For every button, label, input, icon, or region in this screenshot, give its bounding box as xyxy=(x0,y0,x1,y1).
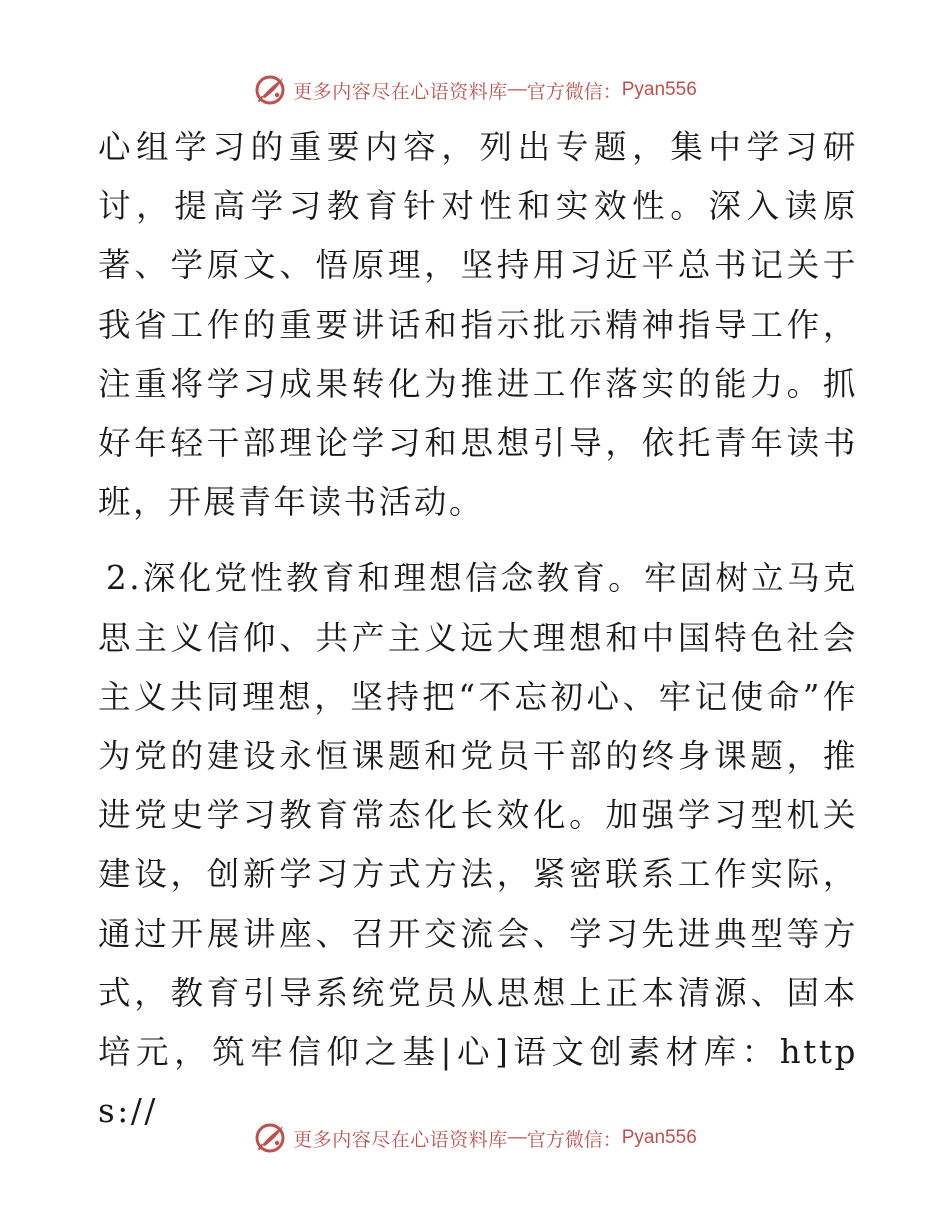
separator: — xyxy=(507,1127,527,1148)
official-label: 官方微信： xyxy=(526,1128,622,1151)
header-banner xyxy=(0,70,950,110)
quill-pen-logo-icon xyxy=(253,1121,287,1155)
official-label: 官方微信： xyxy=(526,80,622,103)
wechat-id: Pyan556 xyxy=(621,79,697,100)
wechat-id: Pyan556 xyxy=(621,1127,697,1148)
footer-banner xyxy=(0,1118,950,1158)
document-body xyxy=(98,118,858,1141)
paragraph-1: 心组学习的重要内容，列出专题，集中学习研讨，提高学习教育针对性和实效性。深入读原著、学原文、悟原理，坚持用习近平总书记关于我省工作的重要讲话和指示批示精神指导工作，注重将学习成果转化为推进工作落实的能力。抓好年轻干部理论学习和思想引导，依托青年读书班，开展青年读书活动。 xyxy=(98,128,858,522)
separator: — xyxy=(507,79,527,100)
paragraph-2: 2.深化党性教育和理想信念教育。牢固树立马克思主义信仰、共产主义远大理想和中国特色社会主义共同理想，坚持把“不忘初心、牢记使命”作为党的建设永恒课题和党员干部的终身课题，推进党史学习教育常态化长效化。加强学习型机关建设，创新学习方式方法，紧密联系工作实际，通过开展讲座、召开交流会、学习先进典型等方式，教育引导系统党员从思想上正本清源、固本培元，筑牢信仰之基|心]语文创素材库：https:// xyxy=(98,559,858,1131)
brand-text: 更多内容尽在心语资料库 xyxy=(293,80,508,103)
brand-text: 更多内容尽在心语资料库 xyxy=(293,1128,508,1151)
quill-pen-logo-icon xyxy=(253,73,287,107)
